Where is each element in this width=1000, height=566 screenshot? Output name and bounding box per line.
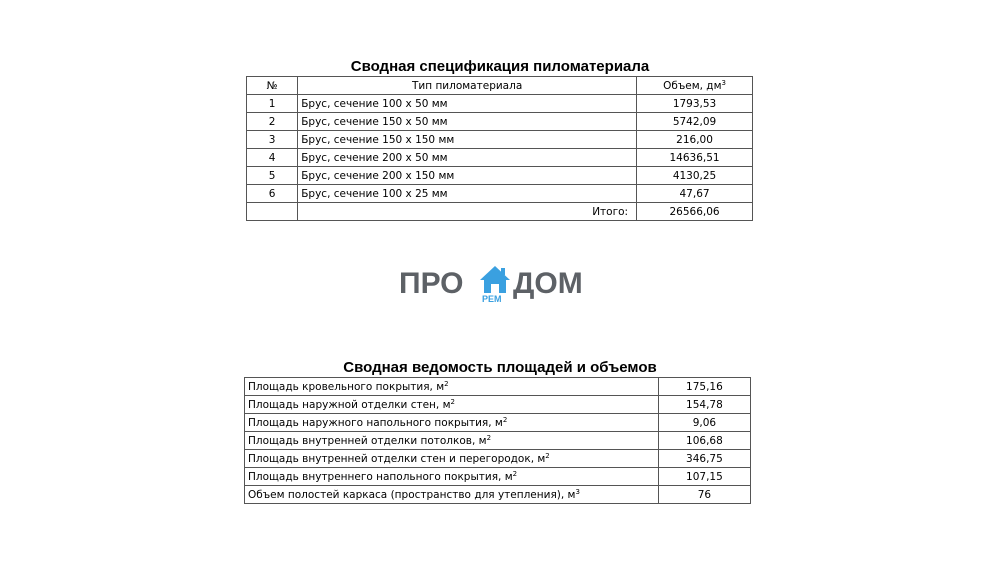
row-metric-name — [245, 378, 659, 396]
row-unit-sup: 2 — [450, 397, 455, 406]
logo-word-right: ДОМ — [513, 267, 583, 300]
col-header-volume — [637, 77, 753, 95]
total-empty-cell — [247, 203, 298, 221]
row-num: 2 — [247, 113, 298, 131]
table-row — [245, 378, 751, 396]
row-metric-label: Площадь наружного напольного покрытия, м — [248, 416, 503, 429]
row-unit-sup: 3 — [575, 487, 580, 496]
row-volume: 216,00 — [637, 131, 753, 149]
areas-volumes-table — [244, 377, 751, 504]
row-metric-value: 107,15 — [658, 468, 750, 486]
row-metric-label: Площадь внутреннего напольного покрытия, м — [248, 470, 513, 483]
logo-word-left: ПРО — [399, 267, 464, 300]
spec-table-body — [247, 95, 753, 203]
row-metric-label: Площадь внутренней отделки стен и перегородок, м — [248, 452, 546, 465]
table-row — [247, 95, 753, 113]
row-type: Брус, сечение 200 х 150 мм — [298, 167, 637, 185]
total-label: Итого: — [298, 203, 637, 221]
row-metric-label: Площадь наружной отделки стен, м — [248, 398, 451, 411]
row-metric-value: 106,68 — [658, 432, 750, 450]
row-type: Брус, сечение 100 х 50 мм — [298, 95, 637, 113]
table-row — [247, 131, 753, 149]
house-chimney — [501, 268, 505, 275]
row-volume: 47,67 — [637, 185, 753, 203]
table-row — [247, 185, 753, 203]
row-metric-name — [245, 486, 659, 504]
col-header-volume-sup: 3 — [721, 78, 726, 87]
row-metric-name — [245, 396, 659, 414]
table-row — [247, 113, 753, 131]
row-metric-value: 175,16 — [658, 378, 750, 396]
row-unit-sup: 2 — [486, 433, 492, 442]
row-volume: 5742,09 — [637, 113, 753, 131]
row-type: Брус, сечение 150 х 50 мм — [298, 113, 637, 131]
row-volume: 1793,53 — [637, 95, 753, 113]
row-metric-value: 346,75 — [658, 450, 750, 468]
areas-table-body — [245, 378, 751, 504]
spec-table-title: Сводная спецификация пиломатериала — [350, 58, 650, 75]
row-metric-name — [245, 432, 659, 450]
row-metric-label: Площадь внутренней отделки потолков, м — [248, 434, 487, 447]
row-metric-value: 76 — [658, 486, 750, 504]
row-volume: 14636,51 — [637, 149, 753, 167]
col-header-type: Тип пиломатериала — [298, 77, 637, 95]
row-unit-sup: 2 — [502, 415, 508, 424]
col-header-num: № — [247, 77, 298, 95]
row-num: 6 — [247, 185, 298, 203]
table-row — [245, 396, 751, 414]
row-volume: 4130,25 — [637, 167, 753, 185]
table-row — [245, 432, 751, 450]
total-value: 26566,06 — [637, 203, 753, 221]
table-row — [245, 414, 751, 432]
row-metric-value: 9,06 — [658, 414, 750, 432]
table-row — [247, 149, 753, 167]
logo-subtext: РЕМ — [482, 294, 502, 304]
row-type: Брус, сечение 150 х 150 мм — [298, 131, 637, 149]
row-metric-label: Объем полостей каркаса (пространство для утепления), м — [248, 488, 576, 501]
row-metric-name — [245, 414, 659, 432]
row-num: 5 — [247, 167, 298, 185]
row-metric-value: 154,78 — [658, 396, 750, 414]
row-metric-name — [245, 450, 659, 468]
row-num: 1 — [247, 95, 298, 113]
table-row — [245, 486, 751, 504]
row-type: Брус, сечение 100 х 25 мм — [298, 185, 637, 203]
areas-table-title: Сводная ведомость площадей и объемов — [343, 359, 657, 376]
house-icon — [479, 264, 511, 296]
row-unit-sup: 2 — [444, 379, 449, 388]
table-row — [245, 450, 751, 468]
col-header-volume-label: Объем, дм — [663, 79, 722, 92]
row-metric-label: Площадь кровельного покрытия, м — [248, 380, 445, 393]
row-unit-sup: 2 — [512, 469, 518, 478]
row-num: 4 — [247, 149, 298, 167]
row-unit-sup: 2 — [545, 451, 550, 460]
table-row — [245, 468, 751, 486]
table-row — [247, 167, 753, 185]
row-metric-name — [245, 468, 659, 486]
row-num: 3 — [247, 131, 298, 149]
table-header-row — [247, 77, 753, 95]
pro-dom-logo — [399, 264, 604, 310]
lumber-spec-table — [246, 76, 753, 221]
total-row — [247, 203, 753, 221]
house-roof-shape — [480, 266, 510, 293]
row-type: Брус, сечение 200 х 50 мм — [298, 149, 637, 167]
